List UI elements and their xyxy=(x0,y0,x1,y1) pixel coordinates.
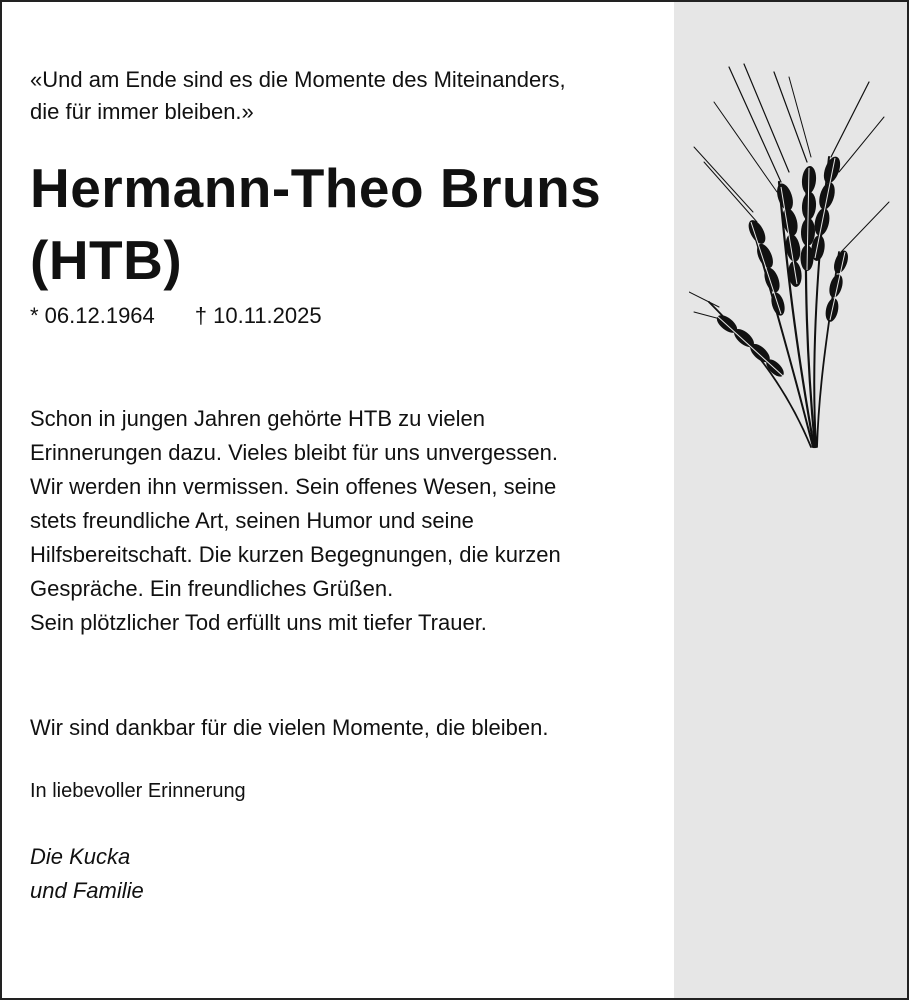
memory-line: In liebevoller Erinnerung xyxy=(30,780,246,802)
signature: Die Kucka und Familie xyxy=(30,844,144,903)
death-date: † 10.11.2025 xyxy=(194,303,322,328)
wheat-ears-icon xyxy=(689,62,894,452)
obituary-content xyxy=(30,64,660,908)
deceased-name: Hermann-Theo Bruns (HTB) xyxy=(30,157,602,291)
thanks-line: Wir sind dankbar für die vielen Momente, die bleiben. xyxy=(30,715,549,740)
life-dates xyxy=(30,300,660,332)
tribute-text: Schon in jungen Jahren gehörte HTB zu vielen Erinnerungen dazu. Vieles bleibt für uns unvergessen. Wir werden ihn vermissen. Sein offenes Wesen, seine stets freundliche Art, seinen Humor und seine Hilfsbereitschaft. Die kurzen Begegnungen, die kurzen Gespräche. Ein freundliches Grüßen. Sein plötzlicher Tod erfüllt uns mit tiefer Trauer. xyxy=(30,406,561,635)
birth-date: * 06.12.1964 xyxy=(30,303,155,328)
decorative-sidebar xyxy=(674,2,907,998)
opening-quote: «Und am Ende sind es die Momente des Miteinanders, die für immer bleiben.» xyxy=(30,67,566,124)
